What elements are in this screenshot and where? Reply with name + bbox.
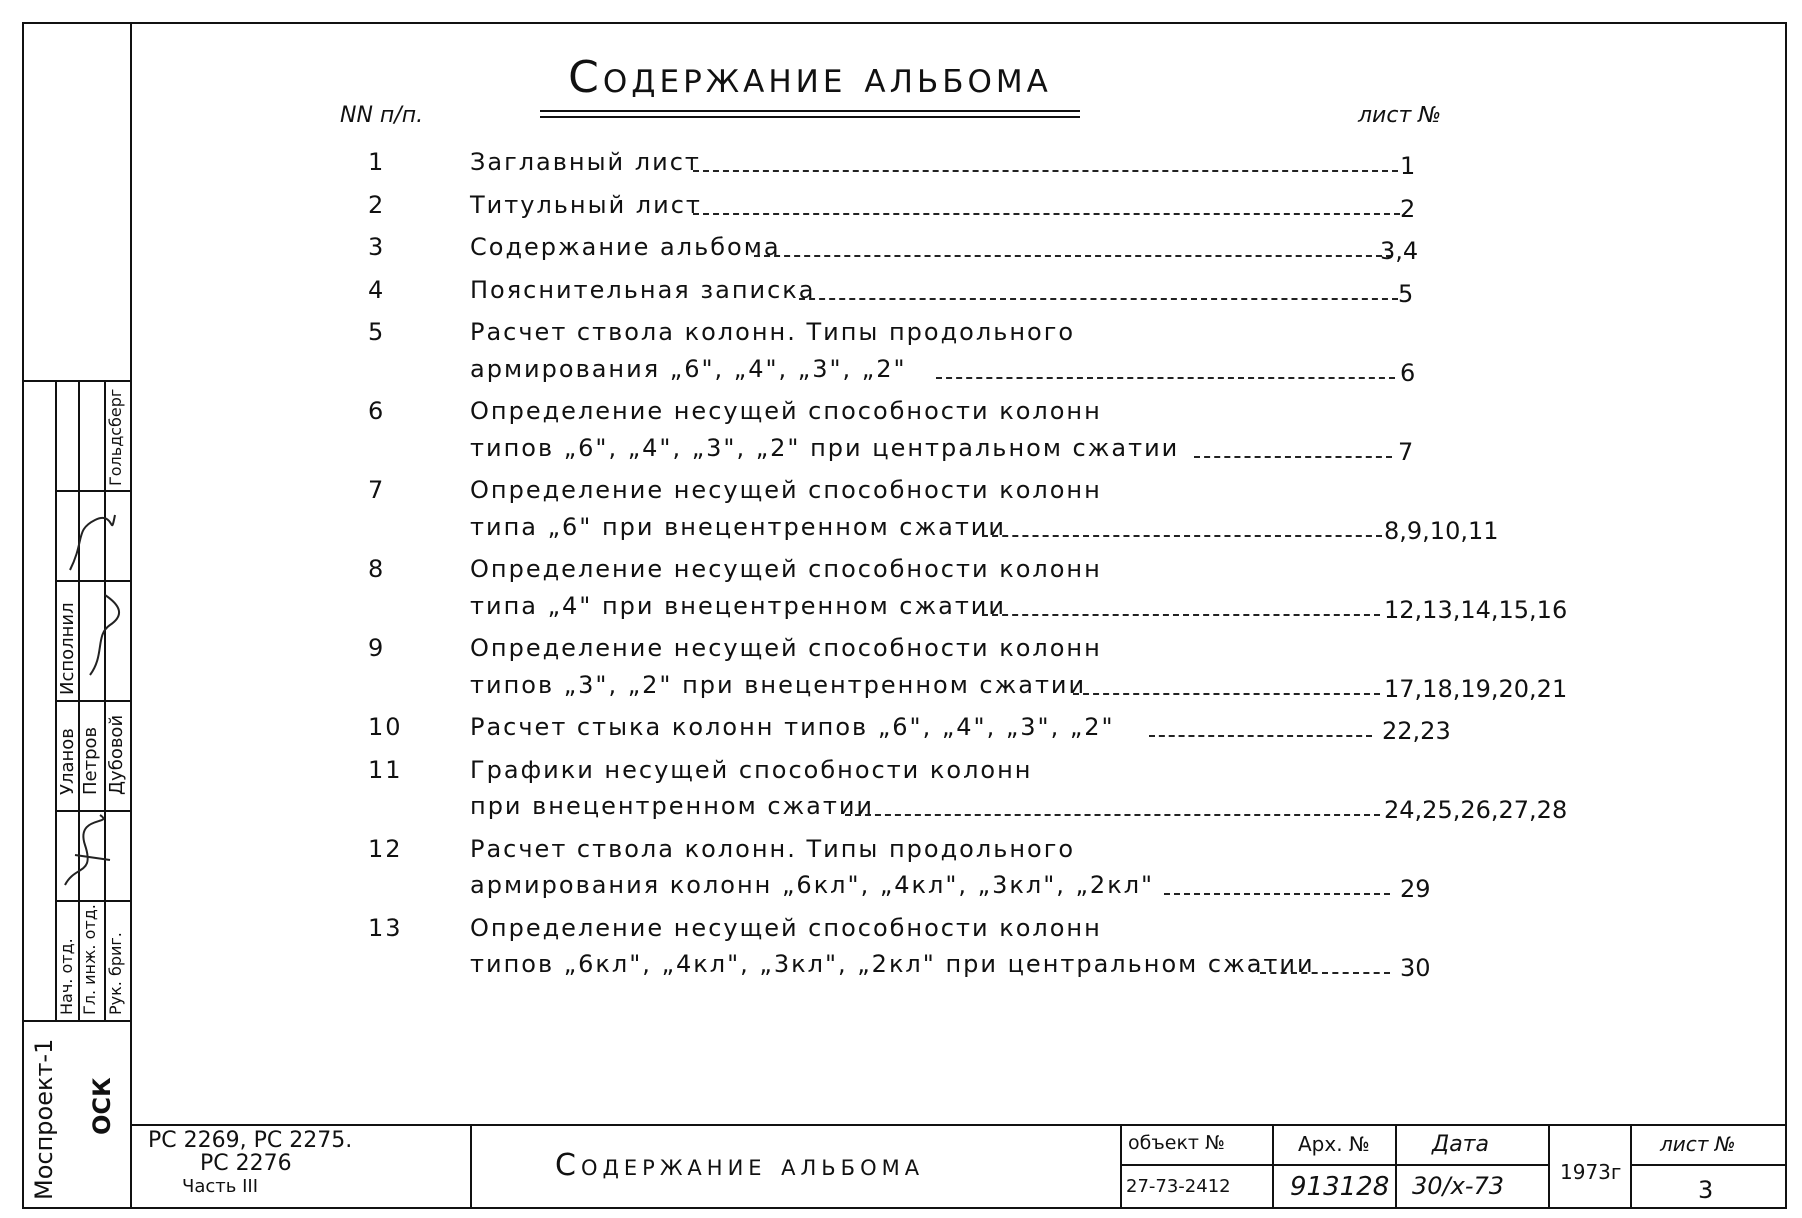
toc-item-number: 9 xyxy=(368,634,386,662)
tb-divider xyxy=(1630,1124,1632,1209)
toc-item-text: Определение несущей способности колонн xyxy=(470,397,1102,425)
toc-item-text: армирования колонн „6кл", „4кл", „3кл", „2кл" xyxy=(470,871,1155,899)
tb-arch-label: Арх. № xyxy=(1298,1132,1370,1156)
tb-object-value: 27-73-2412 xyxy=(1126,1176,1231,1197)
page-title: Содержание альбома xyxy=(568,52,1052,103)
leader-dashes xyxy=(1260,972,1390,974)
toc-item-sheets: 24,25,26,27,28 xyxy=(1384,796,1568,824)
number-column-header: NN п/п. xyxy=(340,103,424,128)
toc-item-sheets: 22,23 xyxy=(1382,717,1451,745)
toc-item-text: Заглавный лист xyxy=(470,148,701,176)
toc-item-text: Определение несущей способности колонн xyxy=(470,555,1102,583)
toc-item-number: 12 xyxy=(368,834,403,863)
toc-item-text: армирования „6", „4", „3", „2" xyxy=(470,354,907,383)
toc-item-text: типов „3", „2" при внецентренном сжатии xyxy=(470,670,1087,699)
tb-object-label: объект № xyxy=(1128,1132,1225,1154)
role-label: Нач. отд. xyxy=(57,938,76,1015)
toc-item-sheets: 1 xyxy=(1400,152,1416,180)
toc-item-sheets: 2 xyxy=(1400,194,1416,223)
org-name: Моспроект-1 xyxy=(30,1038,58,1200)
leader-dashes xyxy=(982,614,1380,616)
toc-item-text: Определение несущей способности колонн xyxy=(470,476,1102,504)
toc-item-text: Расчет ствола колонн. Типы продольного xyxy=(470,834,1076,863)
leader-dashes xyxy=(1164,893,1390,895)
toc-item-text: типа „4" при внецентренном сжатии xyxy=(470,591,1007,620)
toc-item-text: типов „6кл", „4кл", „3кл", „2кл" при центральном сжатии xyxy=(470,950,1315,978)
toc-item-text: Определение несущей способности колонн xyxy=(470,913,1102,942)
sheet-column-header: лист № xyxy=(1358,103,1442,128)
toc-item-text: Расчет стыка колонн типов „6", „4", „3", „2" xyxy=(470,713,1115,741)
leader-dashes xyxy=(754,255,1392,257)
toc-item-text: Содержание альбома xyxy=(470,233,781,261)
tb-divider xyxy=(1272,1124,1274,1209)
toc-item-sheets: 6 xyxy=(1400,358,1416,387)
leader-dashes xyxy=(1073,693,1380,695)
leader-dashes xyxy=(1149,735,1372,737)
toc-item-sheets: 17,18,19,20,21 xyxy=(1384,674,1568,703)
approver-name: Уланов xyxy=(57,728,78,795)
toc-item-text: Титульный лист xyxy=(470,190,702,219)
executor-name: Гольдсберг xyxy=(106,388,125,486)
strip-divider xyxy=(22,380,132,382)
executor-label: Исполнил xyxy=(57,602,78,695)
toc-item-sheets: 3,4 xyxy=(1380,237,1419,265)
approver-name: Дубовой xyxy=(106,714,127,795)
toc-item-number: 5 xyxy=(368,318,386,346)
approver-name: Петров xyxy=(80,726,101,795)
strip-divider xyxy=(55,700,130,702)
title-area xyxy=(540,52,1080,124)
leader-dashes xyxy=(845,814,1380,816)
leader-dashes xyxy=(1194,456,1392,458)
toc-item-text: Графики несущей способности колонн xyxy=(470,755,1033,784)
dept-name: ОСК xyxy=(88,1077,116,1135)
toc-item-sheets: 8,9,10,11 xyxy=(1384,516,1499,545)
tb-divider xyxy=(1630,1164,1787,1166)
toc-item-number: 10 xyxy=(368,713,403,741)
signature-scribble xyxy=(55,500,130,580)
toc-item-text: типов „6", „4", „3", „2" при центральном сжатии xyxy=(470,433,1180,462)
tb-date-value: 30/х-73 xyxy=(1412,1172,1505,1200)
leader-dashes xyxy=(693,170,1398,172)
toc-item-number: 2 xyxy=(368,190,386,219)
tb-sheet-label: лист № xyxy=(1660,1132,1736,1156)
toc-item-sheets: 30 xyxy=(1400,954,1431,982)
leader-dashes xyxy=(982,535,1382,537)
signature-scribble xyxy=(80,585,130,695)
toc-item-number: 11 xyxy=(368,755,403,784)
role-label: Гл. инж. отд. xyxy=(80,904,99,1015)
strip-divider xyxy=(55,490,130,492)
toc-item-text: при внецентренном сжатии xyxy=(470,792,875,820)
tb-codes: РС 2269, РС 2275. xyxy=(148,1128,353,1153)
tb-divider xyxy=(1548,1124,1550,1209)
tb-divider xyxy=(1120,1164,1548,1166)
tb-divider xyxy=(1120,1124,1122,1209)
toc-item-sheets: 7 xyxy=(1398,437,1414,466)
signature-scribble xyxy=(55,805,130,900)
left-strip-border xyxy=(130,22,132,1209)
toc-item-text: типа „6" при внецентренном сжатии xyxy=(470,512,1007,541)
toc-item-number: 8 xyxy=(368,555,386,583)
leader-dashes xyxy=(799,298,1398,300)
toc-item-sheets: 29 xyxy=(1400,875,1431,903)
role-label: Рук. бриг. xyxy=(106,932,125,1015)
tb-sheet-value: 3 xyxy=(1698,1176,1714,1204)
title-underline xyxy=(540,110,1080,112)
leader-dashes xyxy=(693,213,1400,215)
tb-part: Часть III xyxy=(182,1176,259,1197)
strip-divider xyxy=(55,900,130,902)
title-block xyxy=(130,1124,1787,1209)
title-underline xyxy=(540,116,1080,118)
leader-dashes xyxy=(936,377,1395,379)
tb-name: Содержание альбома xyxy=(555,1148,925,1183)
tb-divider xyxy=(470,1124,472,1209)
toc-item-sheets: 12,13,14,15,16 xyxy=(1384,595,1568,624)
toc-item-text: Расчет ствола колонн. Типы продольного xyxy=(470,318,1076,346)
toc-item-text: Определение несущей способности колонн xyxy=(470,634,1102,662)
tb-arch-value: 913128 xyxy=(1290,1172,1390,1202)
toc-item-number: 6 xyxy=(368,397,386,425)
strip-divider xyxy=(55,580,130,582)
tb-date-label: Дата xyxy=(1432,1132,1489,1157)
strip-divider xyxy=(22,1020,132,1022)
toc-item-number: 7 xyxy=(368,476,386,504)
tb-codes-2: РС 2276 xyxy=(200,1151,292,1176)
toc-item-text: Пояснительная записка xyxy=(470,275,816,304)
toc-item-number: 3 xyxy=(368,233,386,261)
toc-item-sheets: 5 xyxy=(1398,279,1414,308)
tb-year: 1973г xyxy=(1560,1160,1622,1184)
toc-item-number: 13 xyxy=(368,913,403,942)
toc-item-number: 4 xyxy=(368,275,386,304)
toc-item-number: 1 xyxy=(368,148,386,176)
tb-divider xyxy=(1395,1124,1397,1209)
